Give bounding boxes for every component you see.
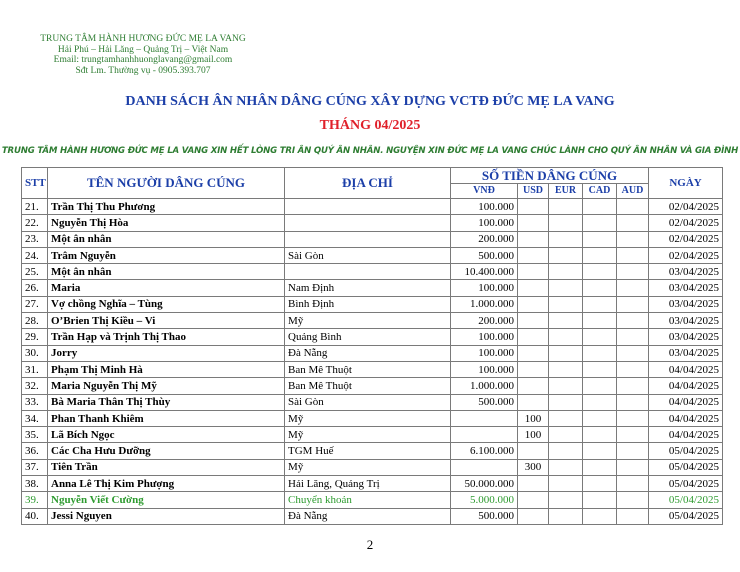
cell-stt: 32. bbox=[22, 378, 48, 394]
cell-name: Một ân nhân bbox=[48, 264, 285, 280]
cell-date: 02/04/2025 bbox=[649, 215, 723, 231]
cell-cad bbox=[583, 394, 617, 410]
cell-name: O’Brien Thị Kiều – Vi bbox=[48, 313, 285, 329]
table-row bbox=[22, 329, 723, 345]
header-usd: USD bbox=[518, 184, 549, 199]
table-row bbox=[22, 280, 723, 296]
cell-aud bbox=[617, 329, 649, 345]
cell-vnd bbox=[451, 427, 518, 443]
cell-eur bbox=[549, 280, 583, 296]
cell-eur bbox=[549, 231, 583, 247]
header-date: NGÀY bbox=[649, 168, 723, 199]
table-row bbox=[22, 199, 723, 215]
thanks-line: TRUNG TÂM HÀNH HƯƠNG ĐỨC MẸ LA VANG XIN HẾT LÒNG TRI ÂN QUÝ ÂN NHÂN. NGUYỆN XIN ĐỨC MẸ LA VANG CHÚC LÀNH CHO QUÝ ÂN NHÂN VÀ GIA ĐÌNH bbox=[1, 146, 739, 156]
cell-date: 02/04/2025 bbox=[649, 247, 723, 263]
cell-stt: 40. bbox=[22, 508, 48, 524]
cell-name: Jessi Nguyen bbox=[48, 508, 285, 524]
cell-aud bbox=[617, 443, 649, 459]
cell-eur bbox=[549, 329, 583, 345]
header-eur: EUR bbox=[549, 184, 583, 199]
cell-address: Mỹ bbox=[285, 313, 451, 329]
cell-aud bbox=[617, 280, 649, 296]
cell-name: Phan Thanh Khiêm bbox=[48, 410, 285, 426]
cell-aud bbox=[617, 427, 649, 443]
cell-stt: 22. bbox=[22, 215, 48, 231]
cell-aud bbox=[617, 476, 649, 492]
cell-date: 04/04/2025 bbox=[649, 378, 723, 394]
cell-aud bbox=[617, 492, 649, 508]
cell-address bbox=[285, 231, 451, 247]
cell-aud bbox=[617, 215, 649, 231]
cell-stt: 35. bbox=[22, 427, 48, 443]
cell-address: Đà Nẵng bbox=[285, 508, 451, 524]
cell-cad bbox=[583, 427, 617, 443]
cell-stt: 36. bbox=[22, 443, 48, 459]
cell-usd bbox=[518, 492, 549, 508]
cell-cad bbox=[583, 361, 617, 377]
cell-cad bbox=[583, 508, 617, 524]
cell-stt: 39. bbox=[22, 492, 48, 508]
cell-stt: 25. bbox=[22, 264, 48, 280]
cell-address bbox=[285, 199, 451, 215]
cell-address bbox=[285, 215, 451, 231]
cell-vnd: 100.000 bbox=[451, 345, 518, 361]
table-row bbox=[22, 313, 723, 329]
table-row bbox=[22, 361, 723, 377]
cell-stt: 27. bbox=[22, 296, 48, 312]
cell-stt: 33. bbox=[22, 394, 48, 410]
cell-name: Lã Bích Ngọc bbox=[48, 427, 285, 443]
cell-usd: 100 bbox=[518, 427, 549, 443]
cell-name: Nguyễn Thị Hòa bbox=[48, 215, 285, 231]
page-number: 2 bbox=[366, 537, 374, 552]
cell-eur bbox=[549, 394, 583, 410]
cell-stt: 30. bbox=[22, 345, 48, 361]
org-phone: Sđt Lm. Thường vụ - 0905.393.707 bbox=[75, 65, 211, 76]
document-month: THÁNG 04/2025 bbox=[319, 118, 421, 133]
cell-aud bbox=[617, 394, 649, 410]
cell-date: 03/04/2025 bbox=[649, 345, 723, 361]
cell-date: 03/04/2025 bbox=[649, 296, 723, 312]
cell-name: Các Cha Hưu Dưỡng bbox=[48, 443, 285, 459]
table-row bbox=[22, 231, 723, 247]
cell-aud bbox=[617, 264, 649, 280]
cell-cad bbox=[583, 199, 617, 215]
cell-aud bbox=[617, 459, 649, 475]
cell-eur bbox=[549, 345, 583, 361]
cell-address: Chuyển khoản bbox=[285, 492, 451, 508]
cell-address: Quảng Bình bbox=[285, 329, 451, 345]
header-address: ĐỊA CHỈ bbox=[285, 168, 451, 199]
cell-name: Tiên Trần bbox=[48, 459, 285, 475]
cell-name: Một ân nhân bbox=[48, 231, 285, 247]
cell-vnd: 100.000 bbox=[451, 361, 518, 377]
cell-address bbox=[285, 264, 451, 280]
cell-name: Trần Thị Thu Phương bbox=[48, 199, 285, 215]
cell-aud bbox=[617, 508, 649, 524]
cell-address: Mỹ bbox=[285, 459, 451, 475]
cell-address: Sài Gòn bbox=[285, 247, 451, 263]
cell-address: Mỹ bbox=[285, 410, 451, 426]
cell-name: Phạm Thị Minh Hà bbox=[48, 361, 285, 377]
table-row bbox=[22, 394, 723, 410]
cell-vnd: 100.000 bbox=[451, 280, 518, 296]
cell-aud bbox=[617, 247, 649, 263]
cell-address: Ban Mê Thuột bbox=[285, 378, 451, 394]
table-row bbox=[22, 427, 723, 443]
cell-address: TGM Huế bbox=[285, 443, 451, 459]
cell-usd bbox=[518, 361, 549, 377]
table-row bbox=[22, 459, 723, 475]
cell-aud bbox=[617, 231, 649, 247]
table-row bbox=[22, 264, 723, 280]
cell-aud bbox=[617, 199, 649, 215]
cell-usd bbox=[518, 247, 549, 263]
cell-vnd: 5.000.000 bbox=[451, 492, 518, 508]
cell-name: Trâm Nguyễn bbox=[48, 247, 285, 263]
cell-address: Bình Định bbox=[285, 296, 451, 312]
cell-cad bbox=[583, 378, 617, 394]
cell-usd bbox=[518, 345, 549, 361]
table-row bbox=[22, 345, 723, 361]
cell-cad bbox=[583, 476, 617, 492]
table-row bbox=[22, 508, 723, 524]
cell-cad bbox=[583, 329, 617, 345]
cell-cad bbox=[583, 459, 617, 475]
cell-date: 03/04/2025 bbox=[649, 264, 723, 280]
cell-eur bbox=[549, 427, 583, 443]
cell-usd bbox=[518, 215, 549, 231]
table-body bbox=[22, 199, 723, 525]
cell-usd bbox=[518, 199, 549, 215]
cell-vnd: 50.000.000 bbox=[451, 476, 518, 492]
table-row bbox=[22, 443, 723, 459]
cell-eur bbox=[549, 247, 583, 263]
cell-date: 04/04/2025 bbox=[649, 427, 723, 443]
cell-usd bbox=[518, 443, 549, 459]
cell-cad bbox=[583, 345, 617, 361]
cell-stt: 24. bbox=[22, 247, 48, 263]
cell-cad bbox=[583, 296, 617, 312]
cell-vnd: 100.000 bbox=[451, 199, 518, 215]
cell-name: Anna Lê Thị Kim Phượng bbox=[48, 476, 285, 492]
cell-usd bbox=[518, 231, 549, 247]
org-name: TRUNG TÂM HÀNH HƯƠNG ĐỨC MẸ LA VANG bbox=[40, 34, 246, 44]
cell-vnd: 6.100.000 bbox=[451, 443, 518, 459]
cell-vnd: 200.000 bbox=[451, 231, 518, 247]
cell-usd bbox=[518, 378, 549, 394]
cell-usd bbox=[518, 296, 549, 312]
cell-vnd: 100.000 bbox=[451, 215, 518, 231]
cell-cad bbox=[583, 247, 617, 263]
cell-eur bbox=[549, 296, 583, 312]
cell-address: Hải Lăng, Quảng Trị bbox=[285, 476, 451, 492]
cell-eur bbox=[549, 508, 583, 524]
cell-cad bbox=[583, 264, 617, 280]
cell-date: 03/04/2025 bbox=[649, 329, 723, 345]
cell-vnd: 500.000 bbox=[451, 247, 518, 263]
cell-stt: 29. bbox=[22, 329, 48, 345]
cell-name: Nguyễn Viết Cường bbox=[48, 492, 285, 508]
header-stt: STT bbox=[22, 168, 48, 199]
cell-eur bbox=[549, 378, 583, 394]
cell-stt: 38. bbox=[22, 476, 48, 492]
cell-eur bbox=[549, 215, 583, 231]
cell-eur bbox=[549, 492, 583, 508]
cell-stt: 37. bbox=[22, 459, 48, 475]
table-row bbox=[22, 492, 723, 508]
cell-address: Ban Mê Thuột bbox=[285, 361, 451, 377]
cell-name: Maria bbox=[48, 280, 285, 296]
cell-usd bbox=[518, 508, 549, 524]
org-address: Hải Phú – Hải Lăng – Quảng Trị – Việt Nam bbox=[57, 44, 229, 55]
cell-name: Trần Hạp và Trịnh Thị Thao bbox=[48, 329, 285, 345]
cell-eur bbox=[549, 459, 583, 475]
cell-vnd: 10.400.000 bbox=[451, 264, 518, 280]
cell-vnd: 100.000 bbox=[451, 329, 518, 345]
cell-cad bbox=[583, 231, 617, 247]
header-vnd: VNĐ bbox=[451, 184, 518, 199]
donor-table bbox=[21, 167, 723, 525]
org-header bbox=[34, 34, 252, 76]
cell-usd: 300 bbox=[518, 459, 549, 475]
cell-cad bbox=[583, 313, 617, 329]
cell-stt: 34. bbox=[22, 410, 48, 426]
cell-stt: 31. bbox=[22, 361, 48, 377]
cell-date: 04/04/2025 bbox=[649, 410, 723, 426]
cell-date: 05/04/2025 bbox=[649, 476, 723, 492]
cell-usd: 100 bbox=[518, 410, 549, 426]
cell-stt: 21. bbox=[22, 199, 48, 215]
cell-address: Sài Gòn bbox=[285, 394, 451, 410]
cell-date: 03/04/2025 bbox=[649, 280, 723, 296]
cell-eur bbox=[549, 361, 583, 377]
cell-vnd bbox=[451, 410, 518, 426]
cell-aud bbox=[617, 345, 649, 361]
cell-date: 04/04/2025 bbox=[649, 361, 723, 377]
header-aud: AUD bbox=[617, 184, 649, 199]
cell-date: 05/04/2025 bbox=[649, 492, 723, 508]
cell-eur bbox=[549, 410, 583, 426]
cell-address: Nam Định bbox=[285, 280, 451, 296]
cell-date: 03/04/2025 bbox=[649, 313, 723, 329]
table-row bbox=[22, 247, 723, 263]
org-email: Email: trungtamhanhhuonglavang@gmail.com bbox=[53, 55, 233, 66]
cell-stt: 23. bbox=[22, 231, 48, 247]
cell-date: 05/04/2025 bbox=[649, 459, 723, 475]
cell-cad bbox=[583, 492, 617, 508]
cell-vnd: 500.000 bbox=[451, 394, 518, 410]
cell-vnd: 200.000 bbox=[451, 313, 518, 329]
cell-eur bbox=[549, 443, 583, 459]
cell-vnd: 1.000.000 bbox=[451, 296, 518, 312]
cell-aud bbox=[617, 378, 649, 394]
table-row bbox=[22, 378, 723, 394]
cell-vnd bbox=[451, 459, 518, 475]
cell-date: 02/04/2025 bbox=[649, 231, 723, 247]
cell-usd bbox=[518, 476, 549, 492]
cell-usd bbox=[518, 329, 549, 345]
cell-eur bbox=[549, 476, 583, 492]
cell-aud bbox=[617, 313, 649, 329]
document-title: DANH SÁCH ÂN NHÂN DÂNG CÚNG XÂY DỰNG VCTĐ ĐỨC MẸ LA VANG bbox=[125, 94, 615, 109]
cell-stt: 28. bbox=[22, 313, 48, 329]
cell-cad bbox=[583, 215, 617, 231]
cell-usd bbox=[518, 394, 549, 410]
cell-address: Mỹ bbox=[285, 427, 451, 443]
cell-cad bbox=[583, 280, 617, 296]
table-row bbox=[22, 476, 723, 492]
cell-vnd: 1.000.000 bbox=[451, 378, 518, 394]
cell-cad bbox=[583, 443, 617, 459]
cell-date: 04/04/2025 bbox=[649, 394, 723, 410]
cell-name: Vợ chồng Nghĩa – Tùng bbox=[48, 296, 285, 312]
cell-name: Maria Nguyễn Thị Mỹ bbox=[48, 378, 285, 394]
cell-eur bbox=[549, 199, 583, 215]
header-cad: CAD bbox=[583, 184, 617, 199]
cell-date: 02/04/2025 bbox=[649, 199, 723, 215]
cell-name: Bà Maria Thân Thị Thùy bbox=[48, 394, 285, 410]
header-name: TÊN NGƯỜI DÂNG CÚNG bbox=[48, 168, 285, 199]
cell-cad bbox=[583, 410, 617, 426]
cell-name: Jorry bbox=[48, 345, 285, 361]
table-row bbox=[22, 410, 723, 426]
header-amount: SỐ TIỀN DÂNG CÚNG bbox=[451, 168, 649, 184]
cell-aud bbox=[617, 361, 649, 377]
cell-usd bbox=[518, 313, 549, 329]
cell-usd bbox=[518, 264, 549, 280]
cell-stt: 26. bbox=[22, 280, 48, 296]
cell-address: Đà Nẵng bbox=[285, 345, 451, 361]
cell-date: 05/04/2025 bbox=[649, 443, 723, 459]
cell-usd bbox=[518, 280, 549, 296]
cell-vnd: 500.000 bbox=[451, 508, 518, 524]
table-row bbox=[22, 296, 723, 312]
table-row bbox=[22, 215, 723, 231]
cell-aud bbox=[617, 410, 649, 426]
cell-eur bbox=[549, 264, 583, 280]
cell-aud bbox=[617, 296, 649, 312]
cell-date: 05/04/2025 bbox=[649, 508, 723, 524]
cell-eur bbox=[549, 313, 583, 329]
